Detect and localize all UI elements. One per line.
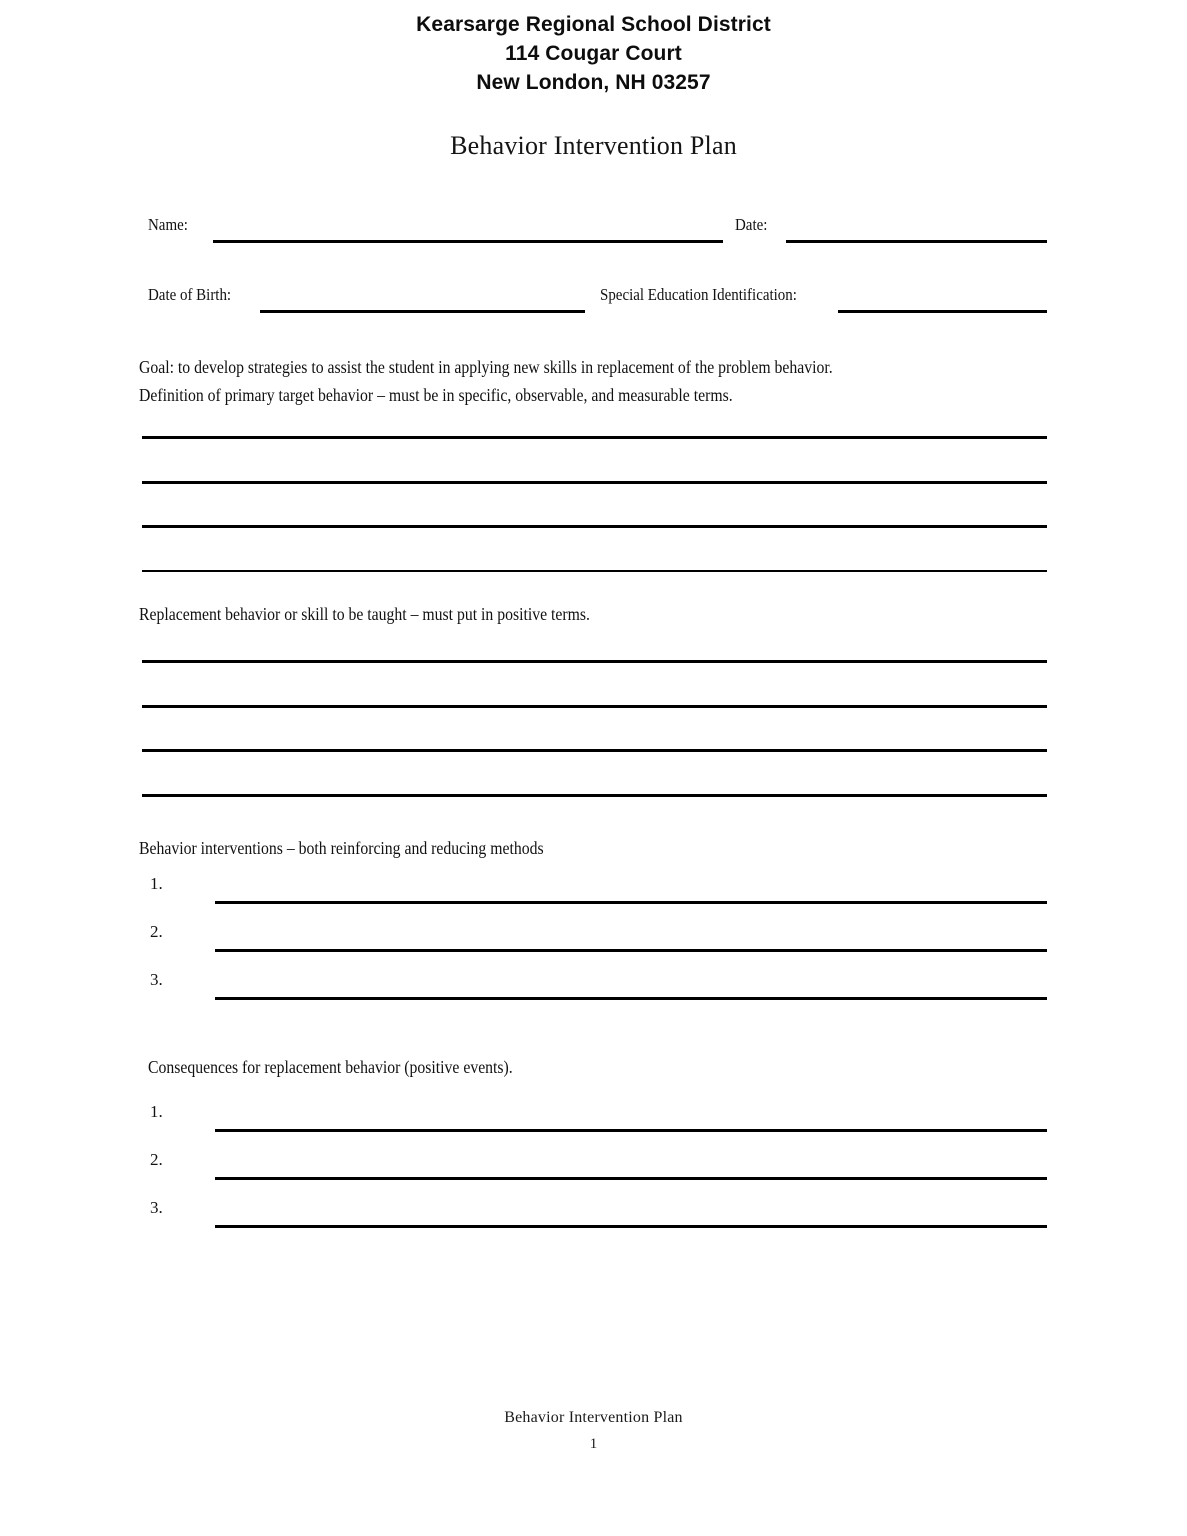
consequences-heading: Consequences for replacement behavior (positive events). xyxy=(148,1057,513,1077)
goal-answer-line-3[interactable] xyxy=(142,525,1047,528)
letterhead-city-state-zip: New London, NH 03257 xyxy=(476,71,711,94)
replacement-answer-line-1[interactable] xyxy=(142,660,1047,663)
behavior-interventions-heading: Behavior interventions – both reinforcing and reducing methods xyxy=(139,838,544,858)
goal-answer-line-1[interactable] xyxy=(142,436,1047,439)
name-input[interactable] xyxy=(213,240,723,243)
special-education-identification-input[interactable] xyxy=(838,310,1047,313)
special-education-identification-label: Special Education Identification: xyxy=(600,285,797,304)
intervention-item-number-1: 1. xyxy=(150,874,163,893)
goal-statement-line-2: Definition of primary target behavior – must be in specific, observable, and measurable terms. xyxy=(139,385,733,405)
letterhead-street: 114 Cougar Court xyxy=(505,42,682,65)
consequence-input-1[interactable] xyxy=(215,1129,1047,1132)
letterhead xyxy=(0,10,1187,97)
intervention-input-2[interactable] xyxy=(215,949,1047,952)
consequence-item-number-2: 2. xyxy=(150,1150,163,1169)
date-of-birth-label: Date of Birth: xyxy=(148,285,232,304)
page-title: Behavior Intervention Plan xyxy=(450,131,737,160)
consequence-item-number-3: 3. xyxy=(150,1198,163,1217)
footer-page-number: 1 xyxy=(589,1436,598,1452)
letterhead-district: Kearsarge Regional School District xyxy=(416,13,771,36)
intervention-item-number-2: 2. xyxy=(150,922,163,941)
replacement-answer-line-4[interactable] xyxy=(142,794,1047,797)
consequence-item-number-1: 1. xyxy=(150,1102,163,1121)
name-label: Name: xyxy=(148,215,188,234)
replacement-answer-line-2[interactable] xyxy=(142,705,1047,708)
intervention-input-3[interactable] xyxy=(215,997,1047,1000)
date-label: Date: xyxy=(735,215,768,234)
intervention-input-1[interactable] xyxy=(215,901,1047,904)
intervention-item-number-3: 3. xyxy=(150,970,163,989)
goal-answer-line-4[interactable] xyxy=(142,570,1047,572)
replacement-answer-line-3[interactable] xyxy=(142,749,1047,752)
date-input[interactable] xyxy=(786,240,1047,243)
consequence-input-2[interactable] xyxy=(215,1177,1047,1180)
goal-answer-line-2[interactable] xyxy=(142,481,1047,484)
consequence-input-3[interactable] xyxy=(215,1225,1047,1228)
footer-title: Behavior Intervention Plan xyxy=(504,1409,683,1426)
replacement-behavior-heading: Replacement behavior or skill to be taught – must put in positive terms. xyxy=(139,604,590,624)
goal-statement-line-1: Goal: to develop strategies to assist the student in applying new skills in replacement of the problem behavior. xyxy=(139,357,833,377)
date-of-birth-input[interactable] xyxy=(260,310,585,313)
